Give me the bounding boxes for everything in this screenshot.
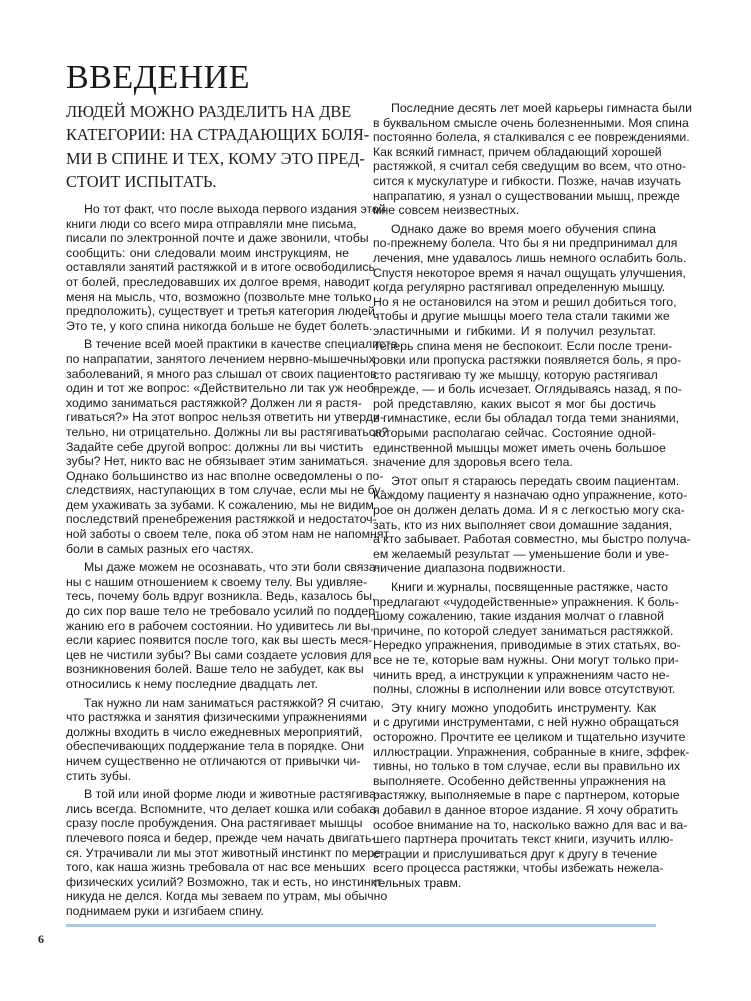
- text-line: Однако даже во время моего обучения спина: [391, 221, 656, 236]
- text-line: эластичными и гибкими. И я получил результат.: [373, 323, 656, 338]
- text-line: Задайте себе другой вопрос: должны ли вы чистить: [66, 439, 364, 454]
- text-line: сится к мускулатуре и гибкости. Позже, начав изучать: [373, 173, 681, 188]
- text-line: физических усилий? Возможно, так и есть, но инстинкт: [66, 874, 382, 889]
- intro-line: ЛЮДЕЙ МОЖНО РАЗДЕЛИТЬ НА ДВЕ: [66, 102, 352, 121]
- text-line: ходимо заниматься растяжкой? Должен ли я растя-: [66, 395, 362, 410]
- text-line: сто растягиваю ту же мышцу, которую растягивал: [373, 367, 658, 382]
- text-line: до сих пор ваше тело не требовало усилий по поддер-: [66, 604, 380, 619]
- paragraph: [66, 202, 386, 333]
- text-line: поднимаем руки и изгибаем спину.: [66, 903, 264, 918]
- text-line: шому сожалению, такие издания молчат о главной: [373, 609, 664, 624]
- text-line: все не те, которые вам нужны. Они могут только при-: [373, 652, 679, 667]
- text-line: которыми располагаю сейчас. Состояние одной-: [373, 426, 656, 441]
- paragraph: [66, 695, 384, 784]
- intro-line: МИ В СПИНЕ И ТЕХ, КОМУ ЭТО ПРЕД-: [66, 148, 365, 168]
- text-line: Эту книгу можно уподобить инструменту. Как: [391, 700, 656, 715]
- text-line: по-прежнему болела. Что бы я ни предпринимал для: [373, 236, 678, 251]
- text-line: выполняете. Особенно действенны упражнения на: [373, 773, 666, 788]
- text-line: лись всегда. Вспомните, что делает кошка или собака: [66, 801, 377, 816]
- text-line: сообщить: они следовали моим инструкциям, не: [66, 245, 349, 260]
- intro-line: КАТЕГОРИИ: НА СТРАДАЮЩИХ БОЛЯ-: [66, 125, 370, 145]
- chapter-title: ВВЕДЕНИЕ: [66, 59, 250, 96]
- text-line: ся. Утрачивали ли мы этот животный инстинкт по мере: [66, 845, 381, 860]
- text-line: рой представляю, каких высот я мог бы достичь: [373, 396, 656, 411]
- text-line: что растяжка и занятия физическими упражнениями: [66, 710, 368, 725]
- text-line: возникновения болей. Ваше тело не забудет, как вы: [66, 662, 364, 677]
- text-line: ничем существенно не отличаются от привычки чи-: [66, 753, 361, 768]
- intro-line: СТОИТ ИСПЫТАТЬ.: [66, 171, 217, 191]
- text-line: тесь, почему боль вдруг возникла. Ведь, казалось бы,: [66, 589, 376, 604]
- text-line: последствий пренебрежения растяжкой и недостаточ-: [66, 512, 377, 527]
- text-line: а кто забывает. Работая совместно, мы быстро получа-: [373, 532, 691, 547]
- text-line: от болей, преследовавших их долгое время, наводит: [66, 274, 371, 289]
- paragraph: [373, 700, 690, 891]
- text-line: сразу после пробуждения. Она растягивает мышцы: [66, 816, 363, 831]
- text-line: предположить), существует и третья категория людей.: [66, 304, 379, 319]
- text-line: В той или иной форме люди и животные растягива-: [84, 787, 381, 802]
- text-line: личение диапазона подвижности.: [373, 561, 566, 576]
- text-line: Каждому пациенту я назначаю одно упражнение, кото-: [373, 488, 688, 503]
- text-line: ны с нашим отношением к своему телу. Вы удивляе-: [66, 574, 368, 589]
- text-line: плечевого пояса и бедер, прежде чем начать двигать-: [66, 830, 376, 845]
- footer-rule: [66, 924, 656, 927]
- text-line: растяжку, выполняемые в паре с партнером, которые: [373, 788, 680, 803]
- text-line: Спустя некоторое время я начал ощущать улучшения,: [373, 265, 686, 280]
- text-line: Книги и журналы, посвященные растяжке, часто: [391, 580, 669, 594]
- page-number: 6: [38, 932, 44, 946]
- text-line: единственной мышцы может иметь очень большое: [373, 440, 666, 455]
- text-line: писали по электронной почте и даже звонили, чтобы: [66, 231, 369, 246]
- text-line: относились к нему последние двадцать лет.: [66, 677, 318, 691]
- text-line: чтобы и другие мышцы моего тела стали такими же: [373, 309, 670, 324]
- text-line: зать, кто из них выполняет свои домашние задания,: [373, 517, 673, 532]
- text-line: должны входить в число ежедневных мероприятий,: [66, 724, 363, 739]
- text-line: Последние десять лет моей карьеры гимнаста были: [391, 101, 692, 115]
- text-line: Это те, у кого спина никогда больше не будет болеть.: [66, 318, 373, 333]
- text-line: того, как наша жизнь требовала от нас все меньших: [66, 860, 366, 875]
- text-line: цев не чистили зубы? Вы сами создаете условия для: [66, 647, 372, 662]
- text-line: меня на мысль, что, возможно (позвольте мне только: [66, 289, 372, 304]
- text-line: я добавил в данное второе издание. Я хочу обратить: [373, 802, 679, 817]
- text-line: когда регулярно растягивал определенную мышцу.: [373, 280, 666, 295]
- text-line: особое внимание на то, насколько важно для вас и ва-: [373, 817, 688, 832]
- paragraph: [66, 560, 380, 691]
- text-line: тельных травм.: [373, 875, 462, 890]
- text-line: В течение всей моей практики в качестве специалиста: [84, 337, 398, 352]
- text-line: Нередко упражнения, приводимые в этих статьях, во-: [373, 638, 681, 653]
- text-line: Теперь спина меня не беспокоит. Если после трени-: [373, 338, 673, 353]
- text-line: лечения, мне удавалось лишь немного ослабить боль.: [373, 250, 687, 265]
- text-line: шего партнера прочитать текст книги, изучить иллю-: [373, 832, 674, 847]
- text-line: Однако большинство из нас вполне осведомлены о по-: [66, 468, 384, 483]
- text-line: оставляли занятий растяжкой и в итоге освободились: [66, 260, 375, 275]
- left-column: [66, 202, 398, 923]
- paragraph: [66, 337, 398, 556]
- paragraph: [373, 473, 691, 576]
- intro-lead: [66, 100, 370, 193]
- text-line: Мы даже можем не осознавать, что эти боли связа-: [84, 560, 380, 575]
- text-line: в гимнастике, если бы обладал тогда теми знаниями,: [373, 411, 680, 426]
- text-line: иллюстрации. Упражнения, собранные в книге, эффек-: [373, 744, 690, 759]
- text-line: боли в самых разных его частях.: [66, 541, 254, 556]
- text-line: напрапатию, я узнал о существовании мышц, прежде: [373, 188, 680, 203]
- text-line: стить зубы.: [66, 768, 132, 783]
- text-line: полны, сложны в исполнении или вовсе отсутствуют.: [373, 682, 676, 697]
- text-line: следствиях, наступающих в том случае, если мы не бу-: [66, 483, 385, 498]
- text-line: по напрапатии, занятого лечением нервно-мышечных: [66, 351, 375, 366]
- text-line: ровки или пропуска растяжки появляется боль, я про-: [373, 353, 682, 368]
- text-line: гиваться?» На этот вопрос нельзя ответить ни утверди-: [66, 410, 384, 425]
- text-line: книги люди со всего мира отправляли мне письма,: [66, 216, 357, 231]
- text-line: тельно, ни отрицательно. Должны ли вы растягиваться?: [66, 424, 389, 439]
- paragraph: [373, 101, 692, 218]
- text-line: Но я не остановился на этом и решил добиться того,: [373, 294, 677, 309]
- text-line: растяжкой, я считал себя сведущим во всем, что отно-: [373, 159, 687, 174]
- text-line: в буквальном смысле очень болезненными. Моя спина: [373, 115, 689, 130]
- text-line: чинить вред, а инструкции к упражнениям часто не-: [373, 667, 670, 682]
- text-line: всего процесса растяжки, чтобы избежать нежела-: [373, 861, 664, 876]
- text-line: обеспечивающих поддержание тела в порядке. Они: [66, 739, 365, 754]
- text-line: предлагают «чудодейственные» упражнения. К боль-: [373, 594, 679, 609]
- paragraph: [66, 787, 388, 918]
- right-column: [373, 101, 692, 894]
- text-line: прежде, — и боль исчезает. Оглядываясь назад, я по-: [373, 382, 682, 397]
- text-line: дем ухаживать за зубами. К сожалению, мы не видим: [66, 497, 374, 512]
- text-line: постоянно болела, я сталкивался с ее повреждениями.: [373, 130, 690, 145]
- text-line: ем желаемый результат — уменьшение боли и уве-: [373, 546, 669, 561]
- text-line: Но тот факт, что после выхода первого издания этой: [84, 202, 386, 216]
- text-line: причине, по которой следует заниматься растяжкой.: [373, 623, 674, 638]
- text-line: тивны, но только в том случае, если вы правильно их: [373, 759, 681, 774]
- paragraph: [373, 221, 687, 470]
- text-line: Как всякий гимнаст, причем обладающий хорошей: [373, 144, 662, 159]
- text-line: если кариес появится после того, как вы шесть меся-: [66, 633, 373, 648]
- text-line: заболеваний, я много раз слышал от своих пациентов: [66, 366, 377, 381]
- text-line: осторожно. Прочтите ее целиком и тщательно изучите: [373, 729, 686, 744]
- paragraph: [373, 580, 681, 697]
- text-line: зубы? Нет, никто вас не обязывает этим заниматься.: [66, 454, 369, 469]
- text-line: ной заботы о своем теле, пока об этом нам не напомнят: [66, 527, 390, 542]
- text-line: один и тот же вопрос: «Действительно ли так уж необ-: [66, 381, 378, 396]
- text-line: значение для здоровья всего тела.: [373, 455, 573, 470]
- text-line: и с другими инструментами, с ней нужно обращаться: [373, 715, 679, 730]
- text-line: никуда не делся. Когда мы зеваем по утрам, мы обычно: [66, 889, 388, 904]
- text-line: рое он должен делать дома. И я с легкостью могу ска-: [373, 503, 685, 518]
- text-line: мне совсем неизвестных.: [373, 203, 520, 218]
- text-line: Этот опыт я стараюсь передать своим пациентам.: [391, 473, 680, 488]
- text-line: Так нужно ли нам заниматься растяжкой? Я считаю,: [84, 695, 384, 710]
- text-line: жанию его в рабочем состоянии. Но удивитесь ли вы,: [66, 618, 374, 633]
- text-line: страции и прислушиваться друг к другу в течение: [373, 846, 658, 861]
